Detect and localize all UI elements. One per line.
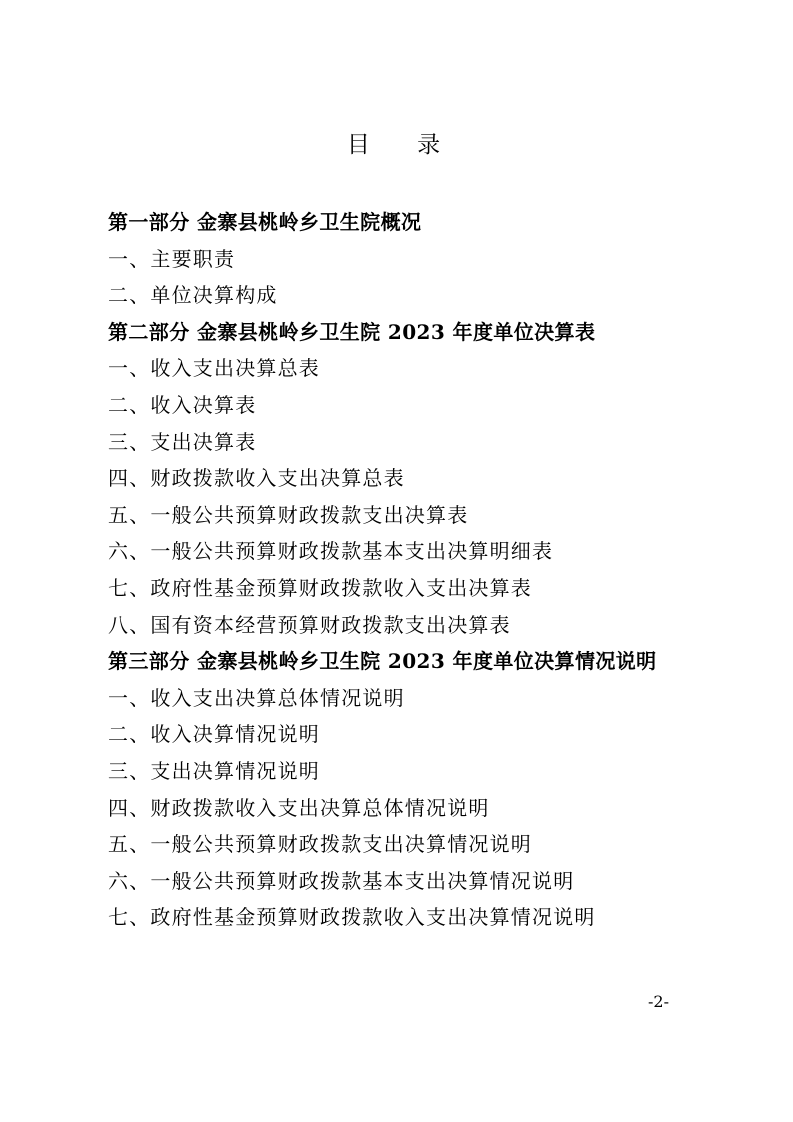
page-number: -2- <box>648 992 669 1011</box>
toc-item: 一、主要职责 <box>108 246 236 271</box>
toc-item: 六、一般公共预算财政拨款基本支出决算明细表 <box>108 539 554 564</box>
toc-item: 三、支出决算情况说明 <box>108 758 320 783</box>
table-of-contents <box>108 204 708 936</box>
toc-item: 二、收入决算表 <box>108 392 257 417</box>
toc-item: 一、收入支出决算总表 <box>108 356 320 381</box>
toc-item: 四、财政拨款收入支出决算总体情况说明 <box>108 795 490 820</box>
toc-item: 八、国有资本经营预算财政拨款支出决算表 <box>108 612 511 637</box>
toc-part-1: 第一部分 金寨县桃岭乡卫生院概况 <box>108 210 422 234</box>
toc-item: 五、一般公共预算财政拨款支出决算表 <box>108 502 469 527</box>
toc-item: 七、政府性基金预算财政拨款收入支出决算表 <box>108 575 532 600</box>
toc-item: 三、支出决算表 <box>108 429 257 454</box>
toc-item: 六、一般公共预算财政拨款基本支出决算情况说明 <box>108 868 575 893</box>
toc-part-3: 第三部分 金寨县桃岭乡卫生院 2023 年度单位决算情况说明 <box>108 649 657 674</box>
page-title: 目 录 <box>346 132 461 158</box>
toc-item: 四、财政拨款收入支出决算总表 <box>108 466 405 491</box>
toc-item: 七、政府性基金预算财政拨款收入支出决算情况说明 <box>108 905 596 930</box>
toc-part-2: 第二部分 金寨县桃岭乡卫生院 2023 年度单位决算表 <box>108 319 596 344</box>
toc-item: 一、收入支出决算总体情况说明 <box>108 685 405 710</box>
toc-item: 二、收入决算情况说明 <box>108 722 320 747</box>
toc-item: 二、单位决算构成 <box>108 283 278 308</box>
toc-item: 五、一般公共预算财政拨款支出决算情况说明 <box>108 832 532 857</box>
